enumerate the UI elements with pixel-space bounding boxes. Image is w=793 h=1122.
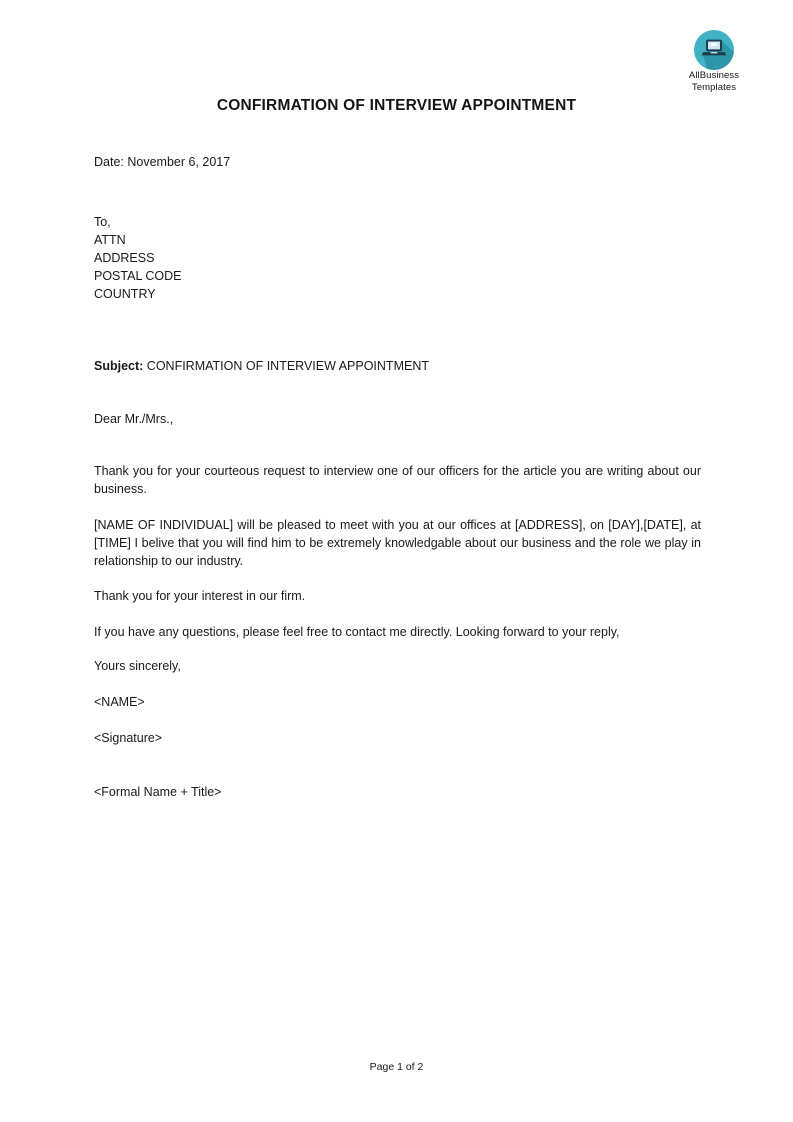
body-paragraph: If you have any questions, please feel free to contact me directly. Looking forward to your reply, <box>94 625 620 639</box>
body-paragraph: Thank you for your courteous request to interview one of our officers for the article you are writing about our business. <box>94 464 701 496</box>
allbusiness-logo <box>674 30 754 93</box>
body-paragraph: [NAME OF INDIVIDUAL] will be pleased to meet with you at our offices at [ADDRESS], on [DAY],[DATE], at [TIME] I belive that you will find him to be extremely knowledgable about our business and the role we play in relationship to our industry. <box>94 518 701 568</box>
document-title: CONFIRMATION OF INTERVIEW APPOINTMENT <box>216 97 577 114</box>
recipient-line: POSTAL CODE <box>94 269 182 283</box>
subject-label: Subject: <box>94 359 144 373</box>
body-paragraph: Thank you for your interest in our firm. <box>94 589 306 603</box>
date-line: Date: November 6, 2017 <box>94 155 231 169</box>
closing-line: Yours sincerely, <box>94 659 181 673</box>
recipient-line: ATTN <box>94 233 126 247</box>
closing-formal-name-placeholder: <Formal Name + Title> <box>94 785 222 799</box>
salutation: Dear Mr./Mrs., <box>94 412 174 426</box>
subject-text: CONFIRMATION OF INTERVIEW APPOINTMENT <box>146 359 429 373</box>
laptop-icon <box>694 30 734 70</box>
logo-text-line1: AllBusiness <box>688 70 740 81</box>
recipient-line: ADDRESS <box>94 251 155 265</box>
logo-text-line2: Templates <box>691 81 737 93</box>
recipient-line: COUNTRY <box>94 287 156 301</box>
page-number-indicator: Page 1 of 2 <box>369 1061 424 1073</box>
closing-name-placeholder: <NAME> <box>94 695 145 709</box>
recipient-block <box>94 213 701 303</box>
recipient-line: To, <box>94 215 111 229</box>
subject-line <box>94 357 701 375</box>
closing-signature-placeholder: <Signature> <box>94 731 163 745</box>
